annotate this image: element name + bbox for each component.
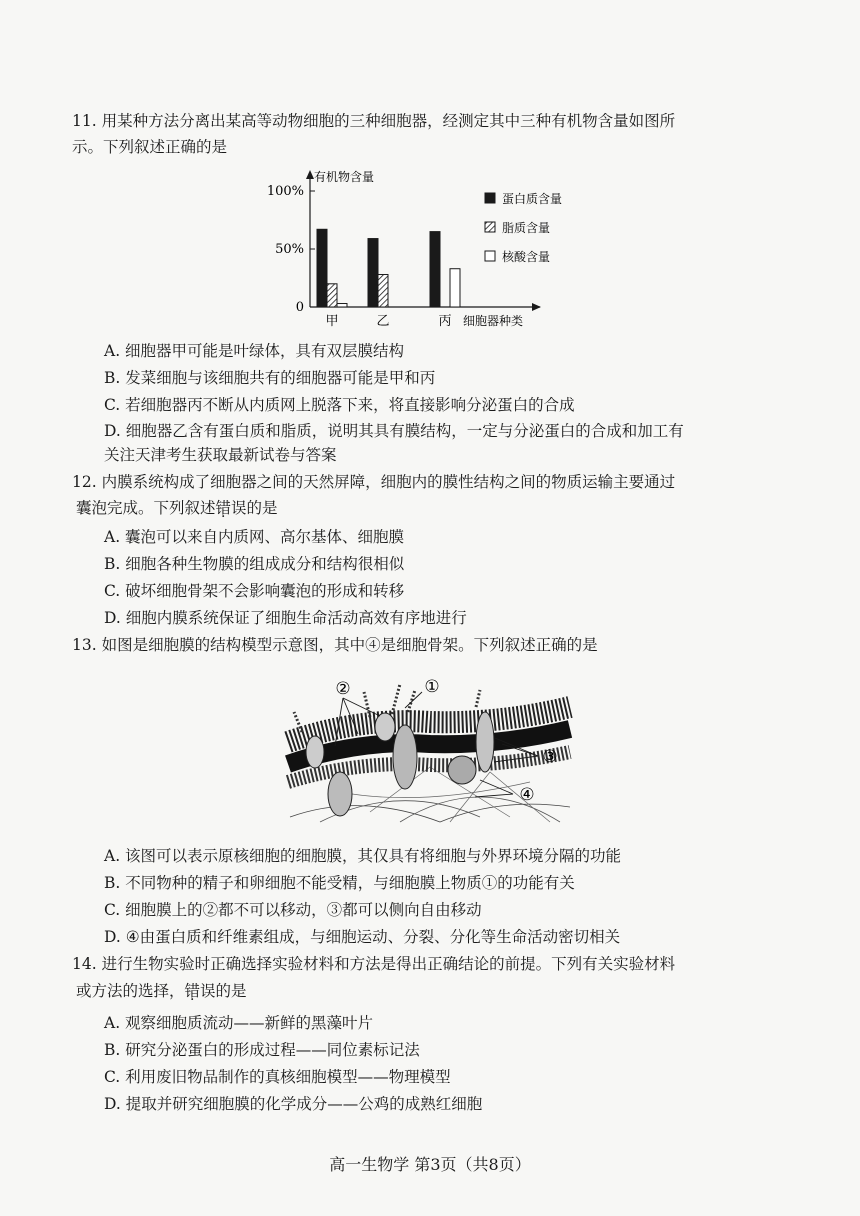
y-axis-label: 有机物含量 <box>314 170 375 184</box>
q12-option-a: A. 囊泡可以来自内质网、高尔基体、细胞膜 <box>104 528 405 546</box>
y-tick-label: 50% <box>275 242 304 257</box>
bar-0-0 <box>317 229 327 307</box>
label-3: ③ <box>542 747 558 767</box>
x-tick-label: 甲 <box>325 314 339 329</box>
q13-option-c: C. 细胞膜上的②都不可以移动，③都可以侧向自由移动 <box>104 901 482 919</box>
legend-swatch <box>485 193 495 203</box>
q13-stem: 13. 如图是细胞膜的结构模型示意图，其中④是细胞骨架。下列叙述正确的是 <box>72 636 598 654</box>
q14-option-c: C. 利用废旧物品制作的真核细胞模型——物理模型 <box>104 1068 451 1086</box>
q11-stem-line1: 11. 用某种方法分离出某高等动物细胞的三种细胞器，经测定其中三种有机物含量如图所 <box>72 112 676 130</box>
label-1: ① <box>424 677 440 697</box>
label-4: ④ <box>519 785 535 805</box>
q11-option-d-continuation: 关注天津考生获取最新试卷与答案 <box>104 446 337 464</box>
legend-swatch <box>485 222 495 232</box>
bar-2-2 <box>450 269 460 307</box>
x-tick-label: 乙 <box>376 314 390 329</box>
legend-label: 脂质含量 <box>502 221 551 235</box>
bar-1-1 <box>378 275 388 307</box>
legend-swatch <box>485 251 495 261</box>
q12-stem-line1: 12. 内膜系统构成了细胞器之间的天然屏障，细胞内的膜性结构之间的物质运输主要通过 <box>72 473 676 491</box>
q13-option-d: D. ④由蛋白质和纤维素组成，与细胞运动、分裂、分化等生命活动密切相关 <box>104 928 621 946</box>
q12-option-d: D. 细胞内膜系统保证了细胞生命活动高效有序地进行 <box>104 609 467 627</box>
q11-stem-line2: 示。下列叙述正确的是 <box>72 138 228 156</box>
q14-option-d: D. 提取并研究细胞膜的化学成分——公鸡的成熟红细胞 <box>104 1095 483 1113</box>
q12-option-b: B. 细胞各种生物膜的组成成分和结构很相似 <box>104 555 405 573</box>
legend-label: 蛋白质含量 <box>502 192 563 206</box>
q13-option-b: B. 不同物种的精子和卵细胞不能受精，与细胞膜上物质①的功能有关 <box>104 874 575 892</box>
cell-membrane-diagram <box>280 672 580 832</box>
q11-option-b: B. 发菜细胞与该细胞共有的细胞器可能是甲和丙 <box>104 369 436 387</box>
phospholipid-bilayer <box>288 707 570 782</box>
x-tick-label: 丙 <box>438 314 452 329</box>
q11-option-c: C. 若细胞器丙不断从内质网上脱落下来，将直接影响分泌蛋白的合成 <box>104 396 575 414</box>
q14-stem-line2: 或方法的选择，错误的是 <box>76 982 247 1000</box>
q12-stem-line2: 囊泡完成。下列叙述错误的是 <box>76 499 278 517</box>
label-2: ② <box>335 679 351 699</box>
y-tick-label: 0 <box>295 300 304 315</box>
q11-option-a: A. 细胞器甲可能是叶绿体，具有双层膜结构 <box>104 342 405 360</box>
bar-0-2 <box>337 304 347 307</box>
bar-2-0 <box>430 232 440 307</box>
q12-option-c: C. 破坏细胞骨架不会影响囊泡的形成和转移 <box>104 582 405 600</box>
x-axis-arrow <box>532 303 541 311</box>
y-tick-label: 100% <box>266 184 304 199</box>
page-footer: 高一生物学 第3页（共8页） <box>329 1155 531 1174</box>
organelle-content-bar-chart <box>255 165 595 335</box>
x-axis-label: 细胞器种类 <box>463 314 524 328</box>
bar-0-1 <box>327 284 337 307</box>
q14-option-b: B. 研究分泌蛋白的形成过程——同位素标记法 <box>104 1041 420 1059</box>
bar-1-0 <box>368 239 378 307</box>
q14-stem-line1: 14. 进行生物实验时正确选择实验材料和方法是得出正确结论的前提。下列有关实验材料 <box>72 955 676 973</box>
legend-label: 核酸含量 <box>502 250 551 264</box>
y-axis-arrow <box>306 170 314 179</box>
q11-option-d: D. 细胞器乙含有蛋白质和脂质，说明其具有膜结构，一定与分泌蛋白的合成和加工有 <box>104 422 684 440</box>
q13-option-a: A. 该图可以表示原核细胞的细胞膜，其仅具有将细胞与外界环境分隔的功能 <box>104 847 622 865</box>
q14-option-a: A. 观察细胞质流动——新鲜的黑藻叶片 <box>104 1014 374 1032</box>
